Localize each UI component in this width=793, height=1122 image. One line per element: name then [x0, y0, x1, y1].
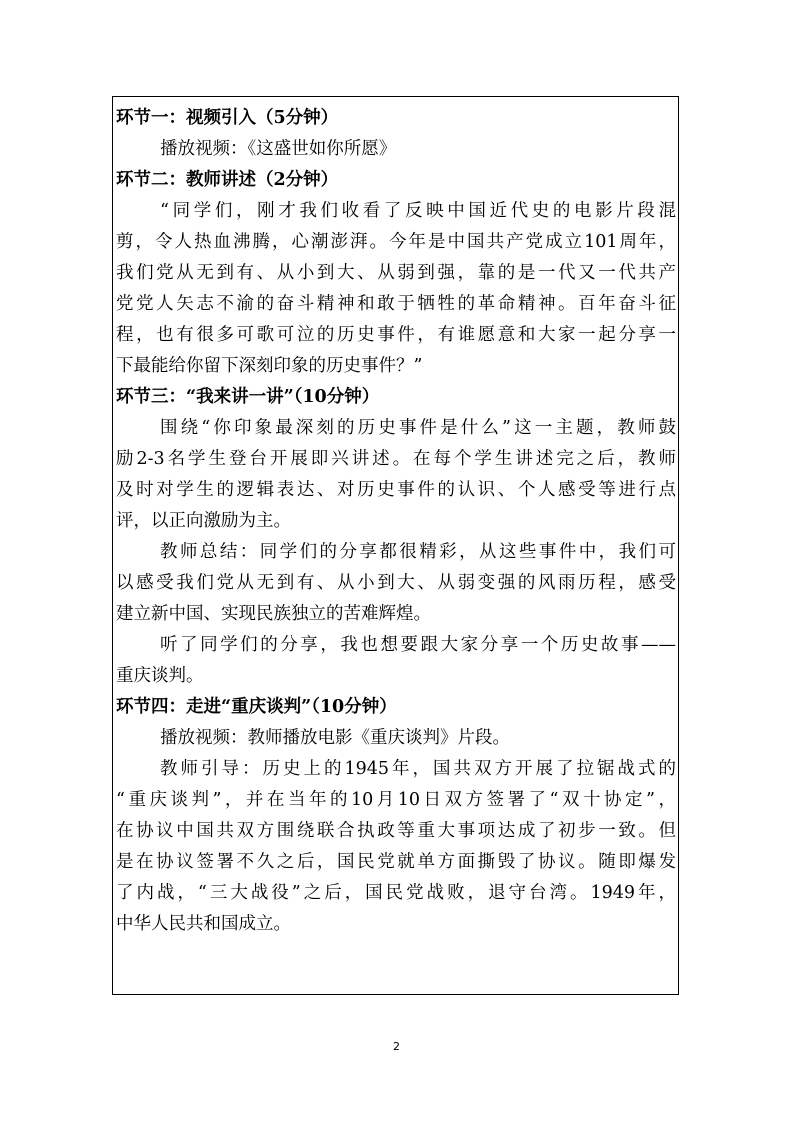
section-heading-4: 环节四：走进“重庆谈判”（10分钟）: [116, 697, 397, 717]
page-number: 2: [393, 1040, 400, 1053]
paragraph-line: 党党人矢志不渝的奋斗精神和敢于牺牲的革命精神。百年奋斗征: [116, 294, 676, 314]
paragraph-line: 我们党从无到有、从小到大、从弱到强，靠的是一代又一代共产: [116, 263, 676, 283]
paragraph-line: 播放视频：教师播放电影《重庆谈判》片段。: [160, 728, 510, 748]
paragraph-line: 中华人民共和国成立。: [116, 914, 291, 934]
paragraph-line: 以感受我们党从无到有、从小到大、从弱变强的风雨历程，感受: [116, 573, 676, 593]
paragraph-line: 励2-3名学生登台开展即兴讲述。在每个学生讲述完之后，教师: [116, 449, 676, 469]
paragraph-line: 下最能给你留下深刻印象的历史事件？”: [116, 356, 423, 376]
paragraph-line: 在协议中国共双方围绕联合执政等重大事项达成了初步一致。但: [116, 821, 676, 841]
section-heading-2: 环节二：教师讲述（2分钟）: [116, 170, 339, 190]
paragraph-line: 教师总结：同学们的分享都很精彩，从这些事件中，我们可: [160, 542, 676, 562]
paragraph-line: 是在协议签署不久之后，国民党就单方面撕毁了协议。随即爆发: [116, 852, 676, 872]
paragraph-line: 及时对学生的逻辑表达、对历史事件的认识、个人感受等进行点: [116, 480, 676, 500]
paragraph-line: 播放视频：《这盛世如你所愿》: [160, 139, 397, 159]
paragraph-line: 围绕“你印象最深刻的历史事件是什么”这一主题，教师鼓: [160, 418, 676, 438]
paragraph-line: 听了同学们的分享，我也想要跟大家分享一个历史故事——: [160, 635, 676, 655]
document-body: [116, 103, 676, 940]
paragraph-line: 程，也有很多可歌可泣的历史事件，有谁愿意和大家一起分享一: [116, 325, 676, 345]
paragraph-line: 评，以正向激励为主。: [116, 511, 291, 531]
section-heading-3: 环节三：“我来讲一讲”（10分钟）: [116, 387, 380, 407]
paragraph-line: 建立新中国、实现民族独立的苦难辉煌。: [116, 604, 431, 624]
section-heading-1: 环节一：视频引入（5分钟）: [116, 108, 339, 128]
paragraph-line: “同学们，刚才我们收看了反映中国近代史的电影片段混: [160, 201, 676, 221]
paragraph-line: 重庆谈判。: [116, 666, 204, 686]
paragraph-line: “重庆谈判”，并在当年的10月10日双方签署了“双十协定”，: [116, 790, 676, 810]
paragraph-line: 了内战，“三大战役”之后，国民党战败，退守台湾。1949年，: [116, 883, 676, 903]
paragraph-line: 剪，令人热血沸腾，心潮澎湃。今年是中国共产党成立101周年，: [116, 232, 676, 252]
paragraph-line: 教师引导：历史上的1945年，国共双方开展了拉锯战式的: [160, 759, 676, 779]
